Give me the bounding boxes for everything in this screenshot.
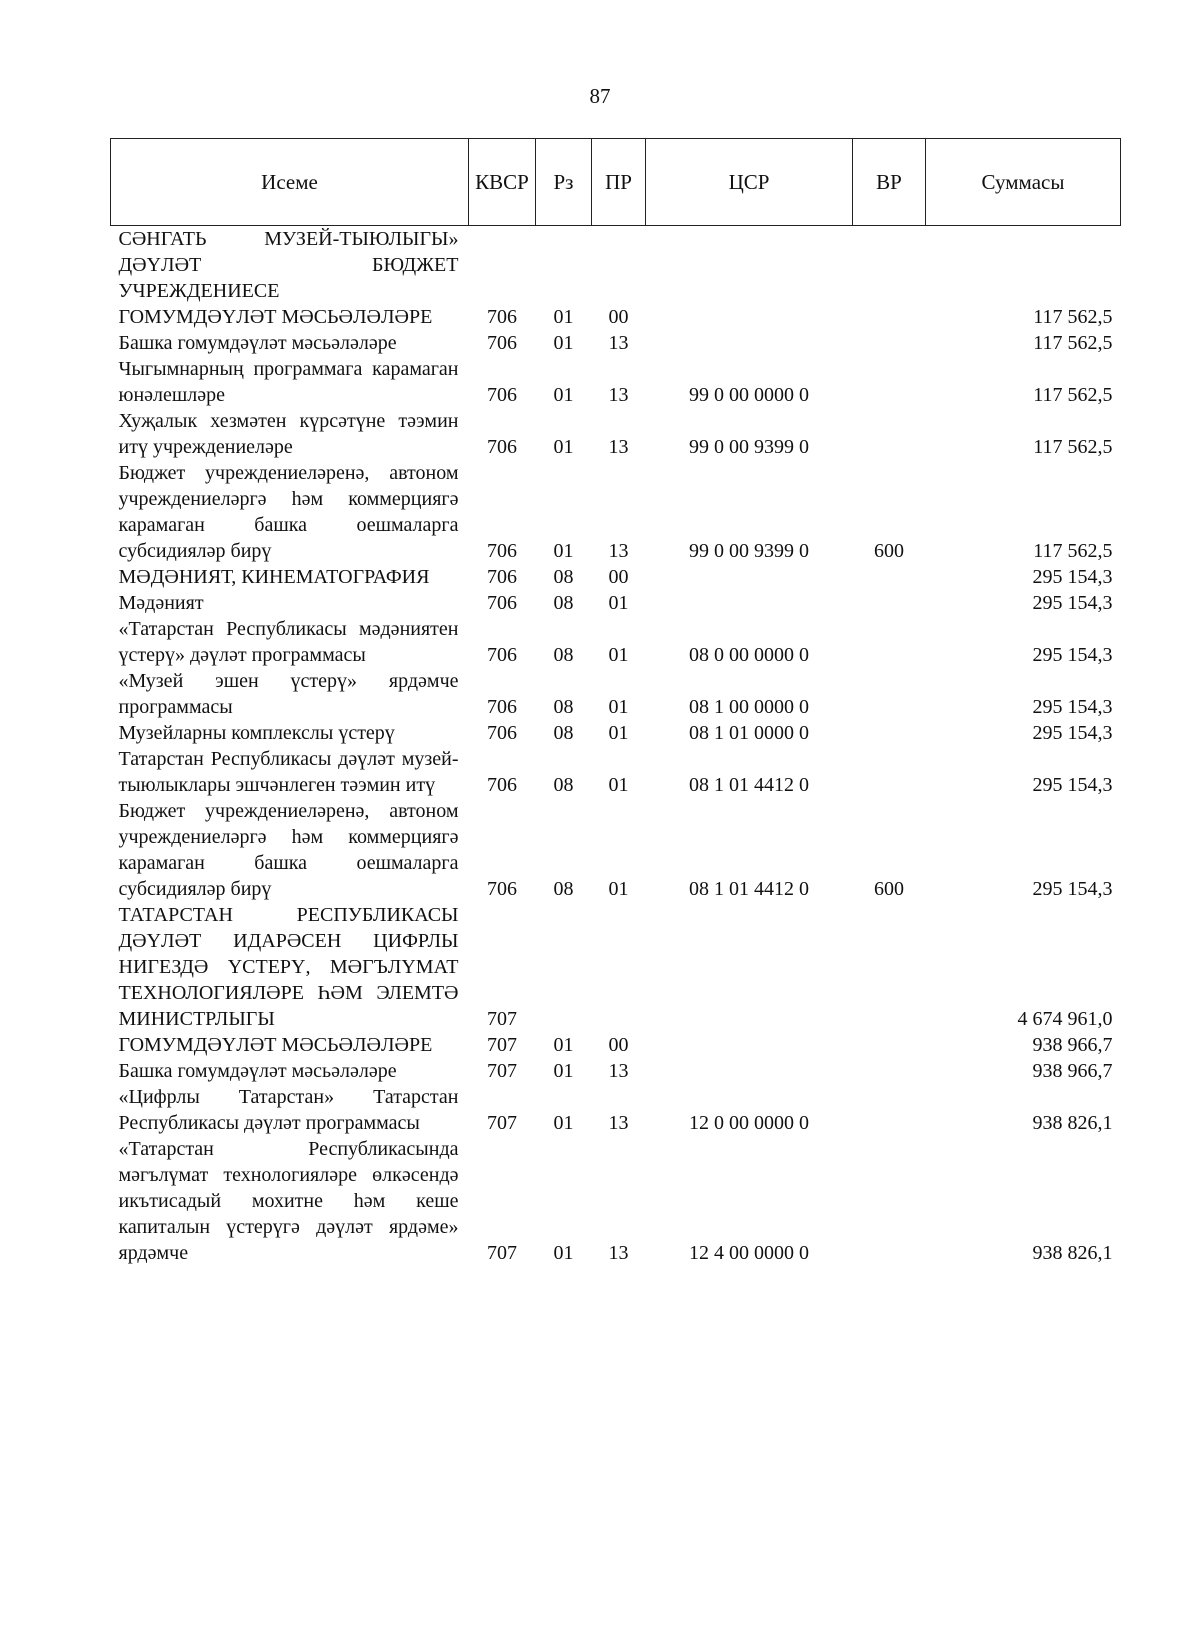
cell-csr [646, 330, 853, 356]
cell-csr [646, 902, 853, 1032]
cell-sum: 938 966,7 [1032, 1060, 1113, 1082]
cell-sum: 117 562,5 [1033, 332, 1113, 354]
cell-vr [853, 1058, 926, 1084]
cell-sum: 938 826,1 [1032, 1242, 1113, 1264]
cell-sum: 117 562,5 [1033, 540, 1113, 562]
header-sum: Суммасы [926, 139, 1121, 226]
cell-rz: 01 [553, 436, 574, 458]
cell-pr: 01 [608, 774, 629, 796]
header-kvsr: КВСР [469, 139, 536, 226]
cell-rz: 08 [553, 696, 574, 718]
cell-name: ГОМУМДӘҮЛӘТ МӘСЬӘЛӘЛӘРЕ [118, 306, 433, 328]
cell-vr [853, 590, 926, 616]
cell-rz: 01 [553, 306, 574, 328]
cell-kvsr: 706 [487, 566, 517, 588]
cell-rz: 01 [553, 1034, 574, 1056]
cell-pr: 00 [608, 306, 629, 328]
cell-vr [853, 1032, 926, 1058]
table-row [111, 616, 1121, 668]
table-row [111, 590, 1121, 616]
cell-name: Музейларны комплекслы үстерү [118, 722, 395, 744]
cell-kvsr [469, 226, 536, 305]
cell-rz: 08 [553, 722, 574, 744]
cell-pr: 01 [608, 878, 629, 900]
cell-csr: 99 0 00 9399 0 [689, 436, 809, 458]
cell-rz [536, 902, 592, 1032]
cell-name: ГОМУМДӘҮЛӘТ МӘСЬӘЛӘЛӘРЕ [118, 1034, 433, 1056]
cell-kvsr: 706 [487, 306, 517, 328]
cell-kvsr: 706 [487, 722, 517, 744]
table-row [111, 668, 1121, 720]
cell-rz: 01 [553, 1242, 574, 1264]
cell-sum: 295 154,3 [1032, 696, 1113, 718]
table-body [111, 226, 1121, 1267]
cell-sum: 295 154,3 [1032, 722, 1113, 744]
cell-sum [926, 226, 1121, 305]
cell-rz: 01 [553, 540, 574, 562]
cell-name: «Цифрлы Татарстан» Татарстан Республикасы дәүләт программасы [118, 1086, 459, 1134]
budget-table [110, 138, 1121, 1266]
cell-name: ТАТАРСТАН РЕСПУБЛИКАСЫ ДӘҮЛӘТ ИДАРӘСЕН ЦИФРЛЫ НИГЕЗДӘ ҮСТЕРҮ, МӘГЪЛҮМАТ ТЕХНОЛОГИЯЛӘРЕ ҺӘМ ЭЛЕМТӘ МИНИСТРЛЫГЫ [118, 904, 459, 1030]
cell-pr: 13 [608, 540, 629, 562]
cell-sum: 938 966,7 [1032, 1034, 1113, 1056]
cell-rz: 08 [553, 774, 574, 796]
table-row [111, 1032, 1121, 1058]
header-name: Исеме [111, 139, 469, 226]
cell-rz: 08 [553, 566, 574, 588]
table-row [111, 330, 1121, 356]
cell-name: Башка гомумдәүләт мәсьәләләре [118, 1060, 397, 1082]
cell-pr: 01 [608, 644, 629, 666]
table-row [111, 1136, 1121, 1266]
cell-vr [853, 304, 926, 330]
cell-name: «Музей эшен үстерү» ярдәмче программасы [118, 670, 459, 718]
cell-pr: 00 [608, 1034, 629, 1056]
cell-name: «Татарстан Республикасында мәгълүмат технологияләре өлкәсендә икътисадый мохитне һәм кеше капиталын үстерүгә дәүләт ярдәме» ярдәмче [118, 1138, 459, 1264]
cell-sum: 295 154,3 [1032, 878, 1113, 900]
cell-kvsr: 706 [487, 436, 517, 458]
cell-pr: 13 [608, 436, 629, 458]
cell-rz: 08 [553, 644, 574, 666]
cell-vr [853, 668, 926, 720]
table-row [111, 356, 1121, 408]
page-number: 87 [589, 84, 611, 108]
cell-vr [853, 330, 926, 356]
cell-name: «Татарстан Республикасы мәдәниятен үстерү» дәүләт программасы [118, 618, 459, 666]
cell-rz: 08 [553, 878, 574, 900]
cell-csr: 08 0 00 0000 0 [689, 644, 809, 666]
cell-name: Мәдәният [118, 592, 204, 614]
cell-pr: 01 [608, 696, 629, 718]
cell-csr [646, 1032, 853, 1058]
header-csr: ЦСР [646, 139, 853, 226]
cell-sum: 117 562,5 [1033, 384, 1113, 406]
cell-kvsr: 707 [487, 1008, 517, 1030]
cell-pr: 13 [608, 332, 629, 354]
cell-sum: 117 562,5 [1033, 306, 1113, 328]
cell-vr [853, 616, 926, 668]
cell-sum: 295 154,3 [1032, 774, 1113, 796]
cell-kvsr: 706 [487, 644, 517, 666]
table-row [111, 226, 1121, 305]
table-header-row [111, 139, 1121, 226]
cell-kvsr: 707 [487, 1060, 517, 1082]
table-row [111, 746, 1121, 798]
cell-vr [853, 226, 926, 305]
table-row [111, 720, 1121, 746]
cell-name: Бюджет учреждениеләренә, автоном учреждениеләргә һәм коммерциягә карамаган башка оешмаларга субсидияләр бирү [118, 462, 459, 562]
cell-sum: 295 154,3 [1032, 592, 1113, 614]
cell-vr [853, 356, 926, 408]
cell-csr [646, 1058, 853, 1084]
cell-name: Башка гомумдәүләт мәсьәләләре [118, 332, 397, 354]
cell-rz: 01 [553, 332, 574, 354]
table-row [111, 1084, 1121, 1136]
cell-pr: 13 [608, 1242, 629, 1264]
header-vr: ВР [853, 139, 926, 226]
cell-vr [853, 408, 926, 460]
cell-sum: 117 562,5 [1033, 436, 1113, 458]
cell-sum: 295 154,3 [1032, 566, 1113, 588]
cell-csr: 08 1 01 4412 0 [689, 878, 809, 900]
cell-pr: 01 [608, 722, 629, 744]
cell-csr: 12 0 00 0000 0 [689, 1112, 809, 1134]
cell-csr [646, 564, 853, 590]
cell-rz: 01 [553, 1060, 574, 1082]
cell-kvsr: 706 [487, 592, 517, 614]
cell-csr: 08 1 00 0000 0 [689, 696, 809, 718]
cell-vr [853, 720, 926, 746]
cell-vr: 600 [874, 878, 904, 900]
cell-kvsr: 706 [487, 696, 517, 718]
cell-vr [853, 1084, 926, 1136]
cell-pr: 01 [608, 592, 629, 614]
cell-csr: 99 0 00 0000 0 [689, 384, 809, 406]
cell-vr [853, 902, 926, 1032]
cell-vr [853, 746, 926, 798]
cell-name: Хуҗалык хезмәтен күрсәтүне тәэмин итү учреждениеләре [118, 410, 459, 458]
cell-rz: 01 [553, 1112, 574, 1134]
table-row [111, 564, 1121, 590]
cell-vr [853, 564, 926, 590]
table-row [111, 408, 1121, 460]
table-row [111, 798, 1121, 902]
cell-sum: 295 154,3 [1032, 644, 1113, 666]
cell-csr: 99 0 00 9399 0 [689, 540, 809, 562]
cell-kvsr: 706 [487, 384, 517, 406]
cell-name: Чыгымнарның программага карамаган юнәлешләре [118, 358, 459, 406]
cell-csr [646, 226, 853, 305]
cell-kvsr: 706 [487, 332, 517, 354]
cell-rz [536, 226, 592, 305]
cell-pr: 13 [608, 1060, 629, 1082]
cell-name: Бюджет учреждениеләренә, автоном учреждениеләргә һәм коммерциягә карамаган башка оешмаларга субсидияләр бирү [118, 800, 459, 900]
cell-csr: 08 1 01 4412 0 [689, 774, 809, 796]
cell-pr [592, 902, 646, 1032]
cell-rz: 01 [553, 384, 574, 406]
header-pr: ПР [592, 139, 646, 226]
cell-name: Татарстан Республикасы дәүләт музей-тыюлыклары эшчәнлеген тәэмин итү [118, 748, 459, 796]
cell-sum: 4 674 961,0 [1017, 1008, 1113, 1030]
cell-csr: 08 1 01 0000 0 [689, 722, 809, 744]
table-row [111, 1058, 1121, 1084]
cell-pr: 00 [608, 566, 629, 588]
cell-kvsr: 707 [487, 1034, 517, 1056]
table-row [111, 902, 1121, 1032]
cell-csr [646, 304, 853, 330]
cell-csr: 12 4 00 0000 0 [689, 1242, 809, 1264]
cell-vr: 600 [874, 540, 904, 562]
cell-pr: 13 [608, 1112, 629, 1134]
cell-pr: 13 [608, 384, 629, 406]
cell-name: МӘДӘНИЯТ, КИНЕМАТОГРАФИЯ [118, 566, 430, 588]
cell-kvsr: 707 [487, 1112, 517, 1134]
cell-kvsr: 707 [487, 1242, 517, 1264]
cell-rz: 08 [553, 592, 574, 614]
cell-kvsr: 706 [487, 774, 517, 796]
cell-kvsr: 706 [487, 540, 517, 562]
cell-pr [592, 226, 646, 305]
cell-kvsr: 706 [487, 878, 517, 900]
cell-vr [853, 1136, 926, 1266]
cell-name: СӘНГАТЬ МУЗЕЙ-ТЫЮЛЫГЫ» ДӘҮЛӘТ БЮДЖЕТ УЧРЕЖДЕНИЕСЕ [118, 228, 459, 302]
table-row [111, 460, 1121, 564]
cell-sum: 938 826,1 [1032, 1112, 1113, 1134]
table-row [111, 304, 1121, 330]
cell-csr [646, 590, 853, 616]
header-rz: Рз [536, 139, 592, 226]
